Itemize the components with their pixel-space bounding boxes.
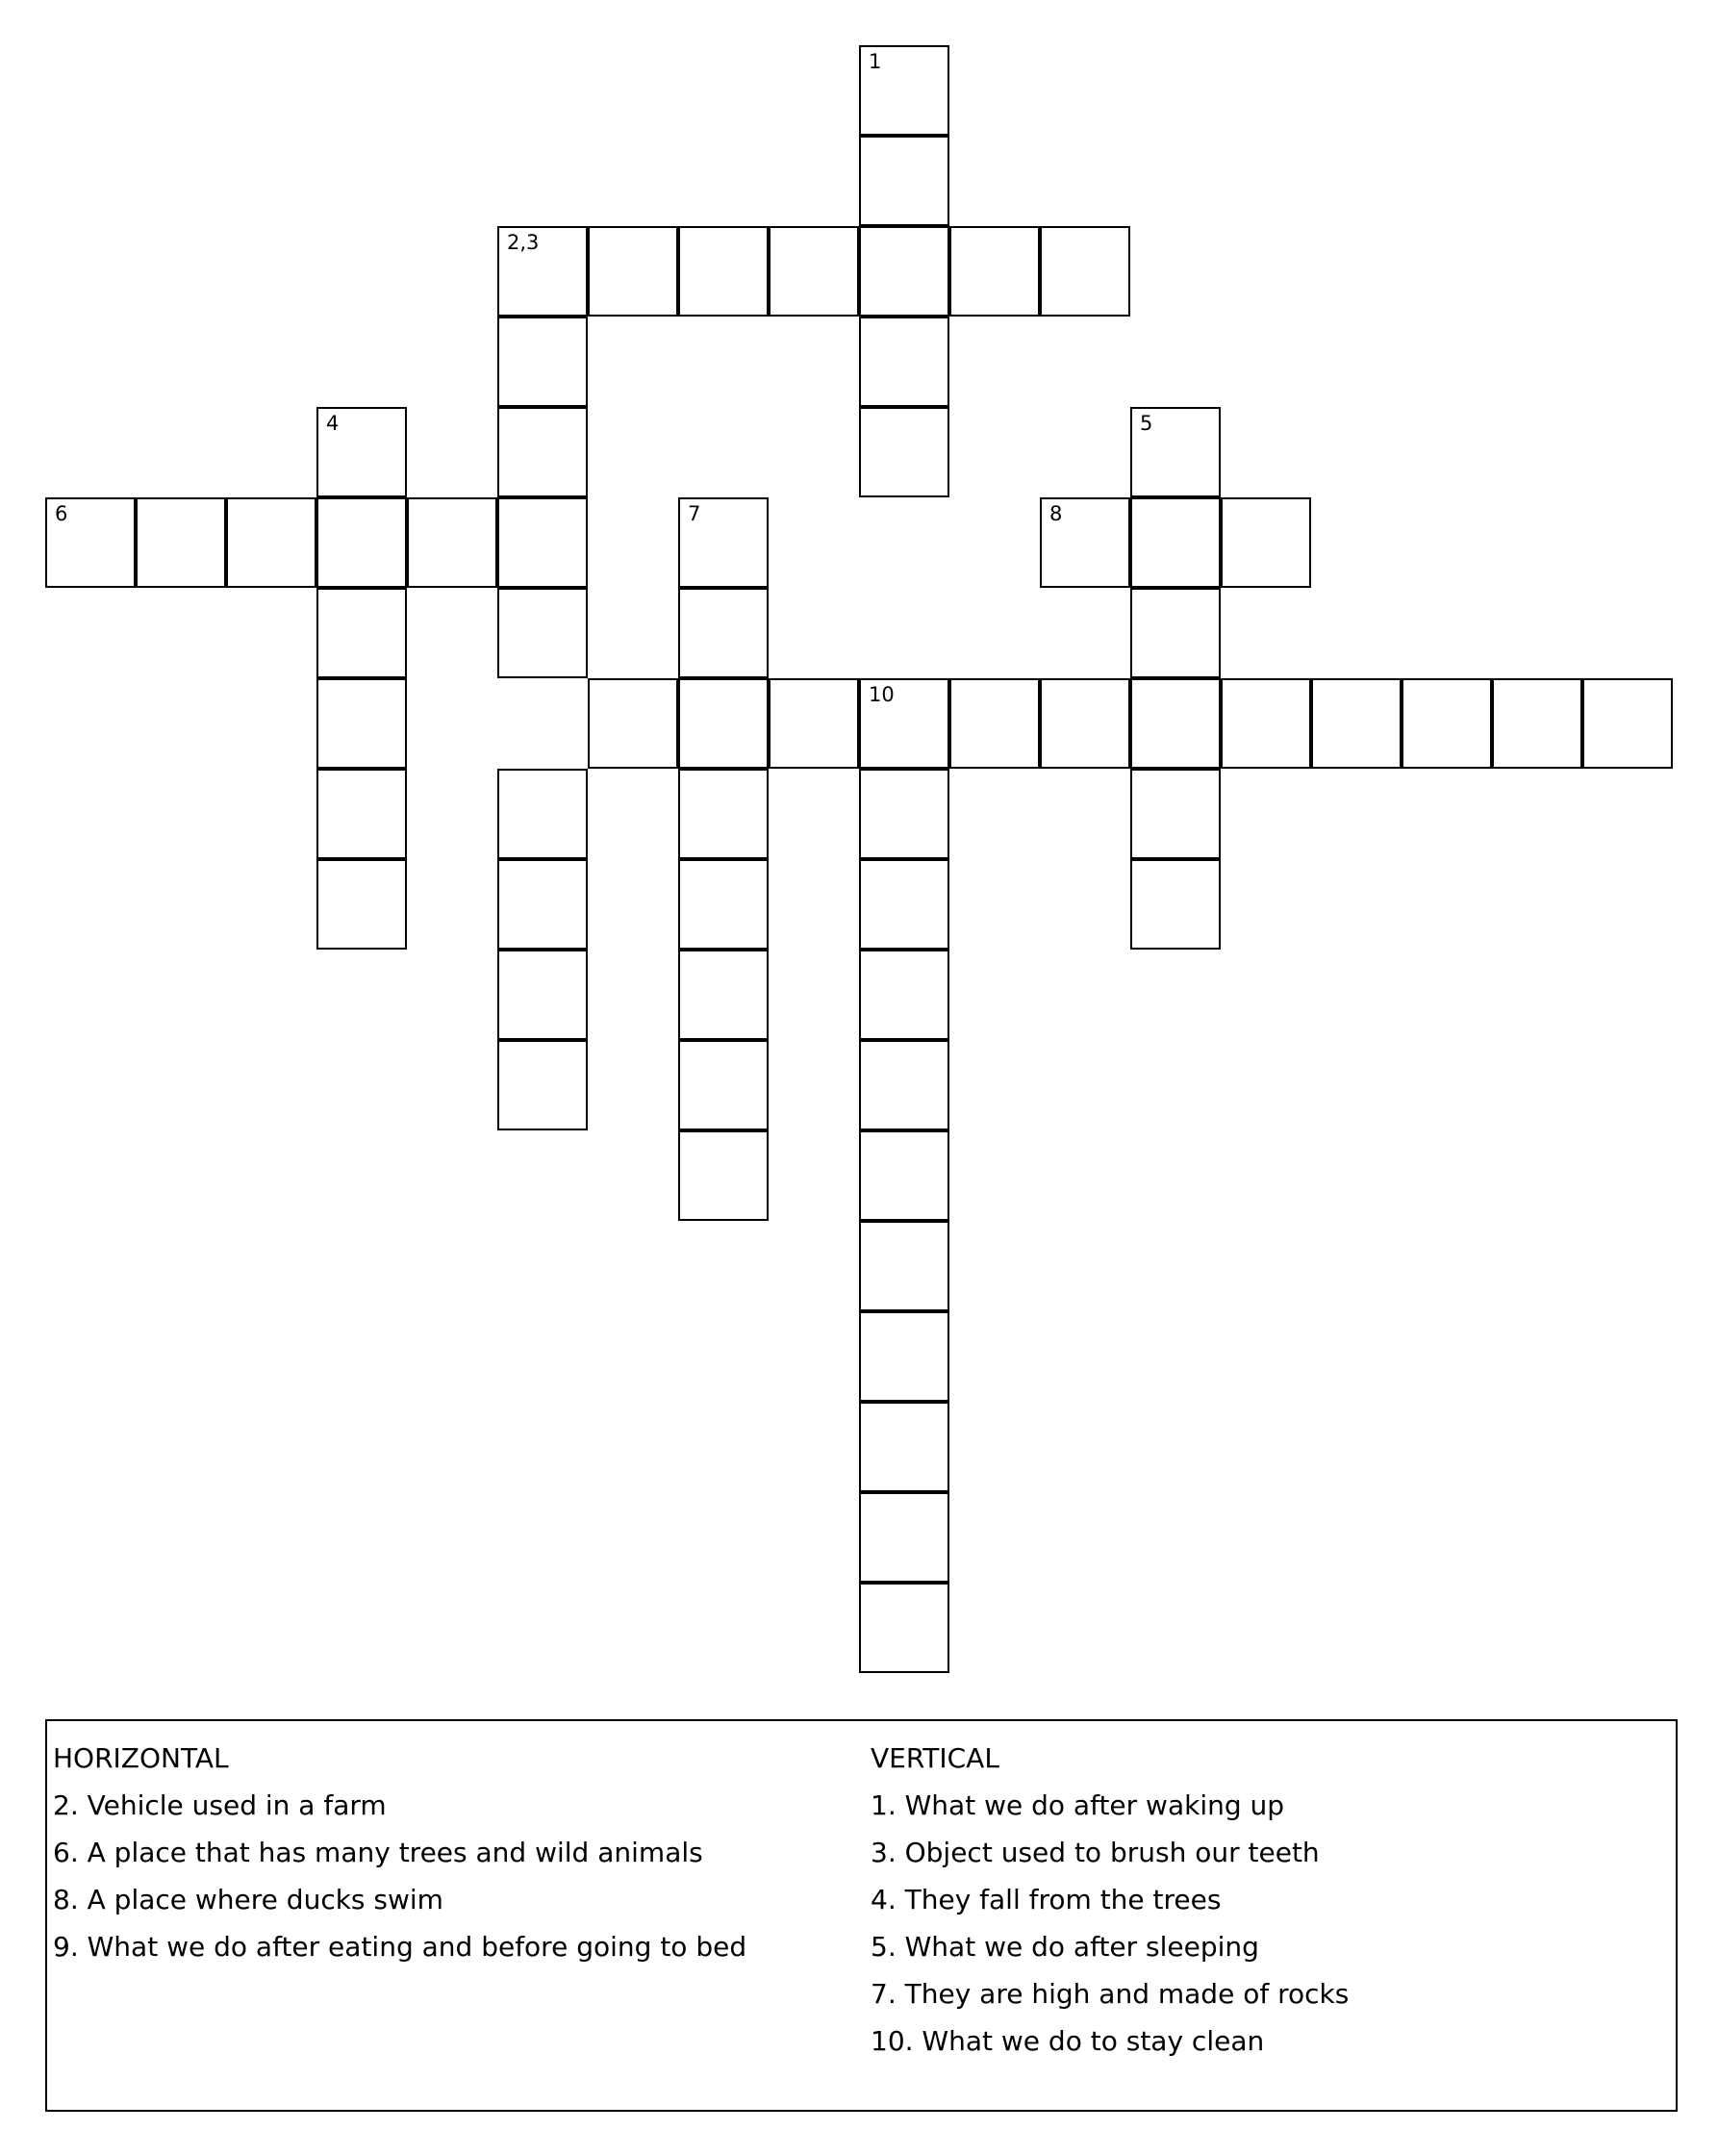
horizontal-heading: HORIZONTAL (53, 1742, 229, 1774)
grid-cell[interactable] (316, 588, 407, 678)
grid-cell[interactable] (678, 769, 769, 859)
grid-cell[interactable] (316, 497, 407, 588)
clue-item: 8. A place where ducks swim (53, 1884, 443, 1915)
grid-cell[interactable] (859, 407, 949, 497)
clue-item: 9. What we do after eating and before going to bed (53, 1931, 747, 1963)
grid-cell[interactable] (1040, 226, 1130, 317)
grid-cell[interactable] (678, 497, 769, 588)
grid-cell[interactable] (678, 226, 769, 317)
grid-cell[interactable] (678, 950, 769, 1040)
vertical-heading: VERTICAL (871, 1742, 999, 1774)
grid-cell[interactable] (949, 226, 1040, 317)
cell-number: 8 (1049, 502, 1063, 525)
grid-cell[interactable] (497, 407, 588, 497)
grid-cell[interactable] (136, 497, 226, 588)
grid-cell[interactable] (769, 226, 859, 317)
cell-number: 6 (55, 502, 68, 525)
grid-cell[interactable] (859, 317, 949, 407)
grid-cell[interactable] (859, 136, 949, 226)
grid-cell[interactable] (1492, 678, 1582, 769)
grid-cell[interactable] (859, 1221, 949, 1311)
grid-cell[interactable] (1221, 497, 1311, 588)
grid-cell[interactable] (1582, 678, 1673, 769)
grid-cell[interactable] (497, 226, 588, 317)
grid-cell[interactable] (45, 497, 136, 588)
grid-cell[interactable] (588, 678, 678, 769)
clue-item: 2. Vehicle used in a farm (53, 1789, 387, 1821)
grid-cell[interactable] (497, 497, 588, 588)
vertical-clues (871, 1735, 1349, 2065)
grid-cell[interactable] (497, 950, 588, 1040)
grid-cell[interactable] (226, 497, 316, 588)
grid-cell[interactable] (497, 317, 588, 407)
grid-cell[interactable] (859, 226, 949, 317)
grid-cell[interactable] (859, 950, 949, 1040)
clue-item: 3. Object used to brush our teeth (871, 1837, 1320, 1868)
grid-cell[interactable] (859, 769, 949, 859)
grid-cell[interactable] (859, 859, 949, 950)
grid-cell[interactable] (1130, 678, 1221, 769)
grid-cell[interactable] (497, 859, 588, 950)
grid-cell[interactable] (316, 678, 407, 769)
grid-cell[interactable] (859, 1402, 949, 1492)
grid-cell[interactable] (1130, 407, 1221, 497)
grid-cell[interactable] (588, 226, 678, 317)
grid-cell[interactable] (859, 1492, 949, 1583)
horizontal-clues (53, 1735, 746, 1970)
grid-cell[interactable] (316, 859, 407, 950)
grid-cell[interactable] (949, 678, 1040, 769)
grid-cell[interactable] (678, 678, 769, 769)
clue-item: 4. They fall from the trees (871, 1884, 1222, 1915)
grid-cell[interactable] (316, 407, 407, 497)
cell-number: 1 (869, 50, 882, 73)
grid-cell[interactable] (859, 45, 949, 136)
grid-cell[interactable] (678, 1130, 769, 1221)
grid-cell[interactable] (1130, 769, 1221, 859)
grid-cell[interactable] (859, 1040, 949, 1130)
grid-cell[interactable] (1221, 678, 1311, 769)
grid-cell[interactable] (859, 1583, 949, 1673)
clue-item: 6. A place that has many trees and wild animals (53, 1837, 703, 1868)
clue-item: 10. What we do to stay clean (871, 2025, 1265, 2057)
grid-cell[interactable] (407, 497, 497, 588)
clue-item: 5. What we do after sleeping (871, 1931, 1259, 1963)
grid-cell[interactable] (1311, 678, 1402, 769)
cell-number: 2,3 (507, 231, 540, 254)
grid-cell[interactable] (497, 588, 588, 678)
grid-cell[interactable] (497, 1040, 588, 1130)
cell-number: 7 (688, 502, 701, 525)
grid-cell[interactable] (859, 1130, 949, 1221)
grid-cell[interactable] (1040, 678, 1130, 769)
cell-number: 4 (326, 412, 340, 435)
clues-box (45, 1719, 1678, 2112)
grid-cell[interactable] (678, 1040, 769, 1130)
clue-item: 7. They are high and made of rocks (871, 1978, 1350, 2010)
grid-cell[interactable] (1130, 497, 1221, 588)
cell-number: 5 (1140, 412, 1153, 435)
grid-cell[interactable] (1130, 588, 1221, 678)
grid-cell[interactable] (859, 1311, 949, 1402)
grid-cell[interactable] (769, 678, 859, 769)
grid-cell[interactable] (678, 859, 769, 950)
grid-cell[interactable] (316, 769, 407, 859)
grid-cell[interactable] (497, 769, 588, 859)
clue-item: 1. What we do after waking up (871, 1789, 1285, 1821)
grid-cell[interactable] (1402, 678, 1492, 769)
grid-cell[interactable] (1130, 859, 1221, 950)
grid-cell[interactable] (678, 588, 769, 678)
cell-number: 10 (869, 683, 895, 706)
grid-cell[interactable] (859, 678, 949, 769)
grid-cell[interactable] (1040, 497, 1130, 588)
